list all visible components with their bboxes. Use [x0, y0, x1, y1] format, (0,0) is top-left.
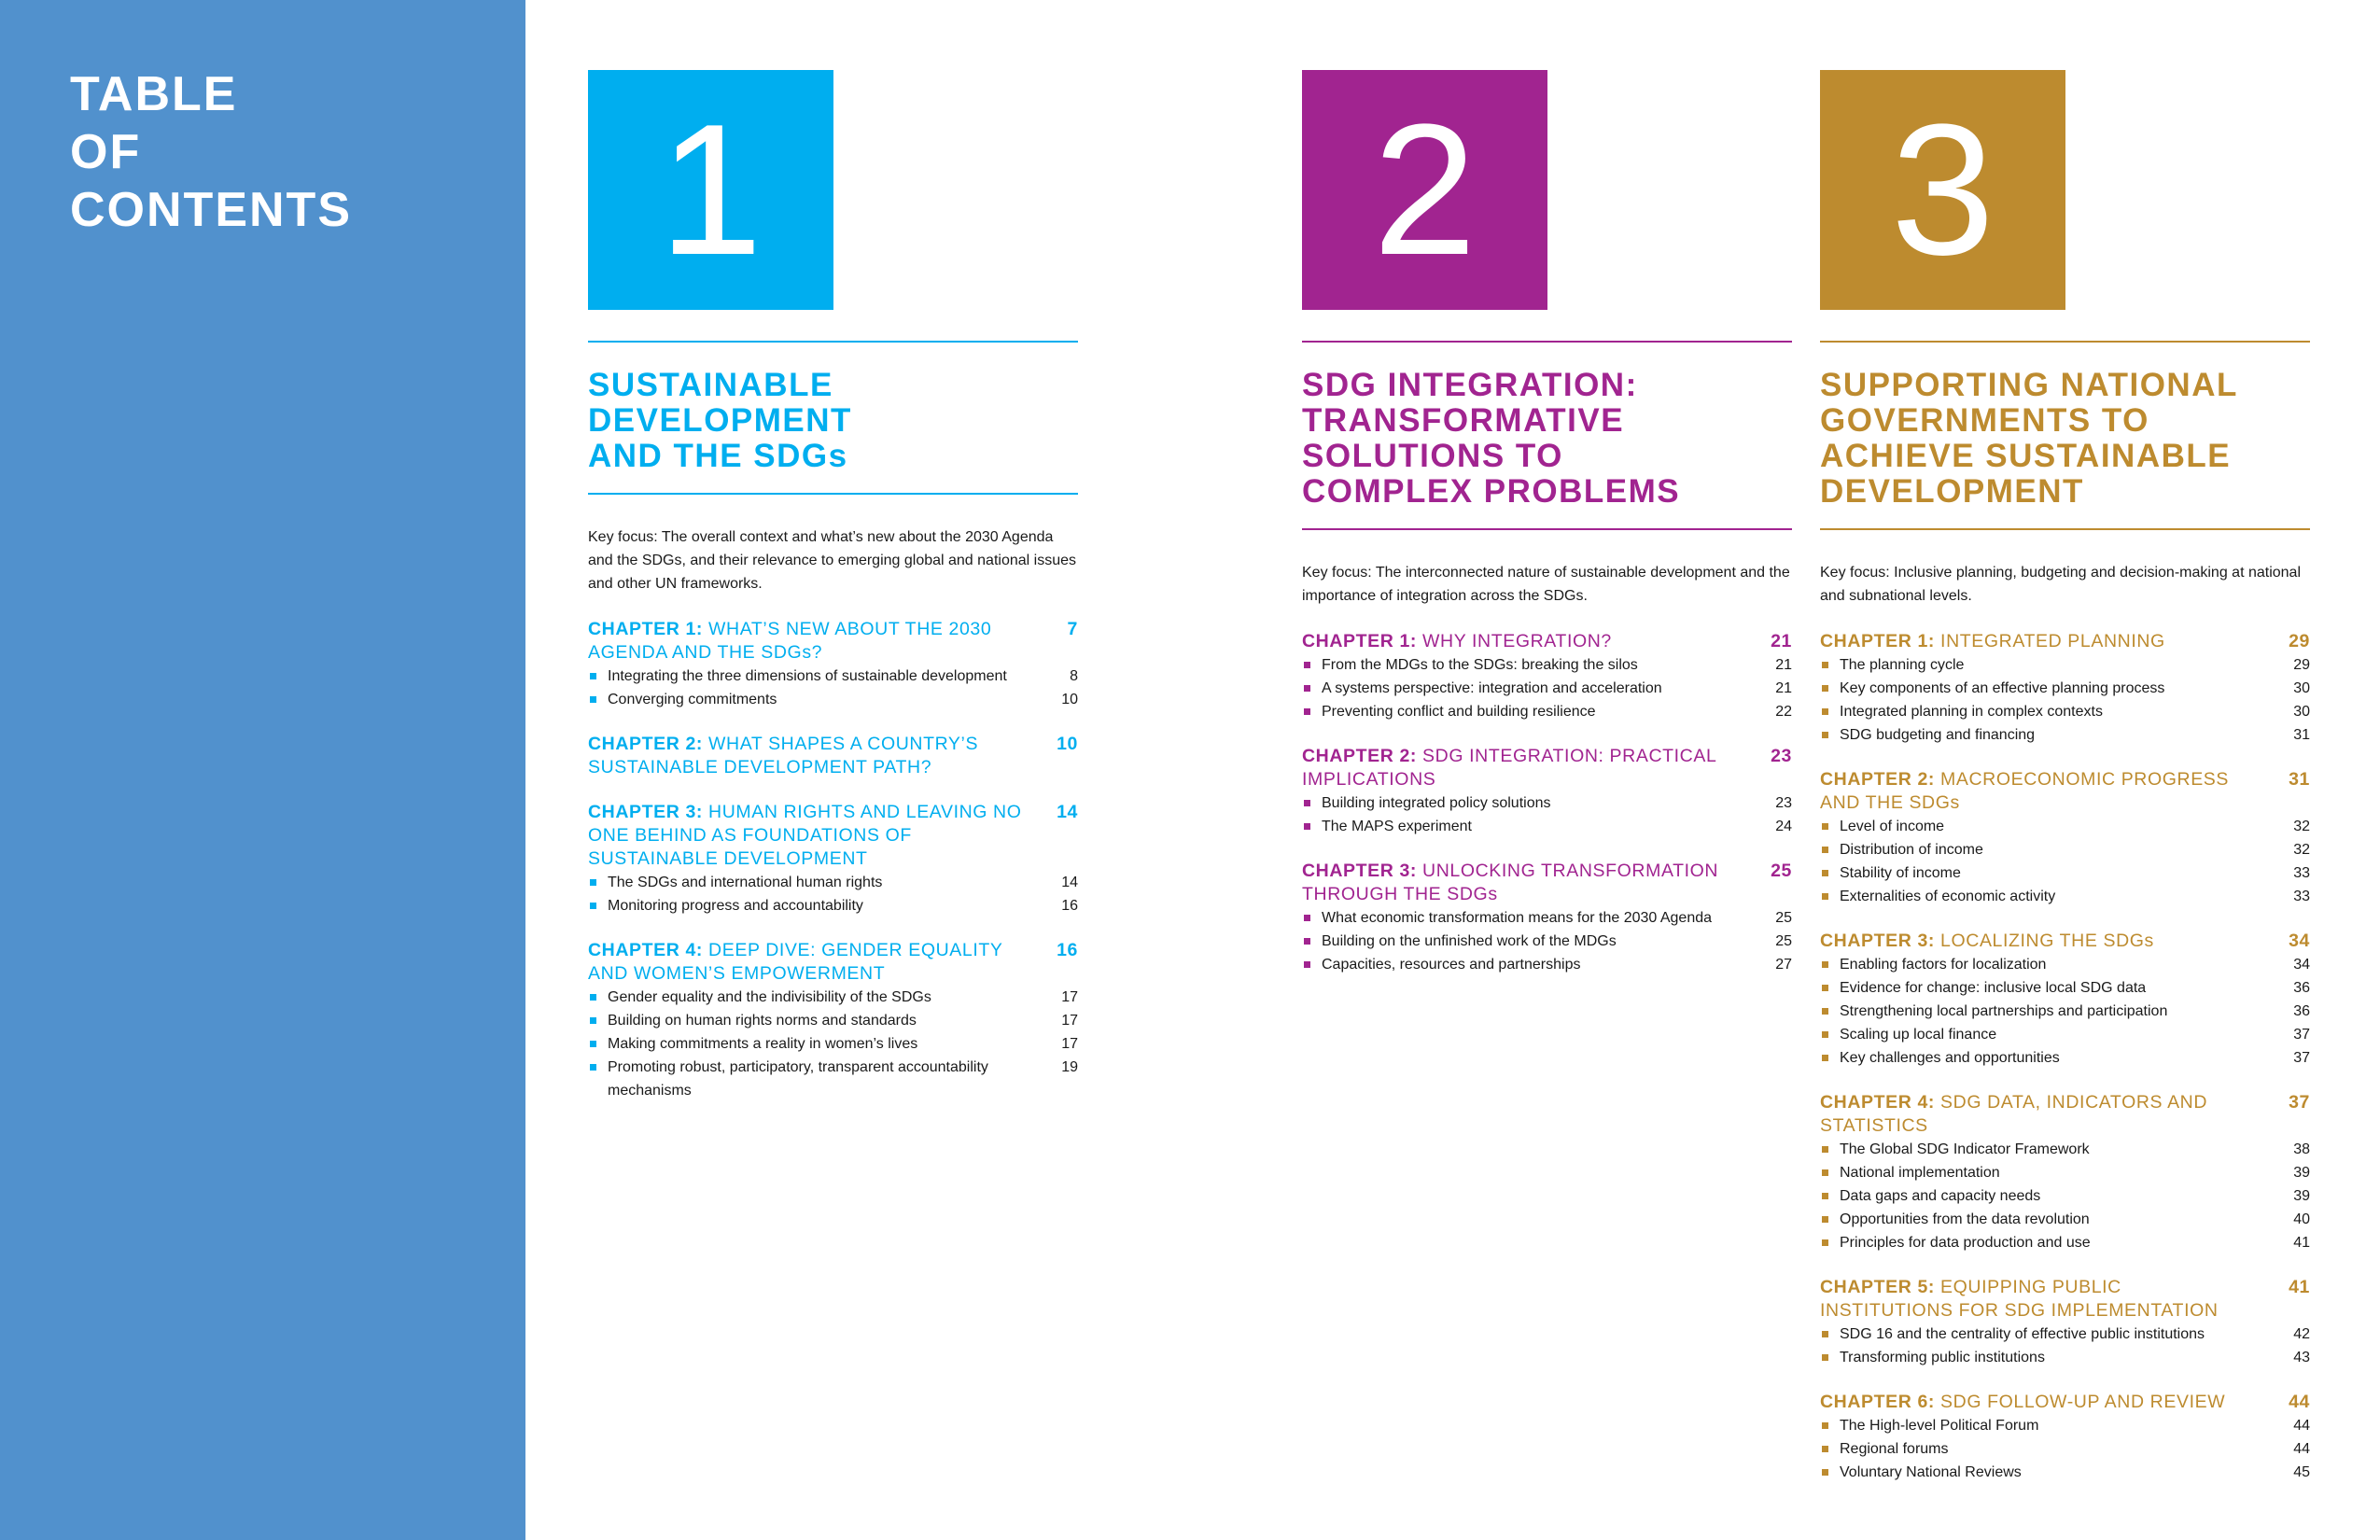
chapter-title	[1302, 630, 1741, 653]
section-title: Scaling up local finance	[1840, 1027, 1997, 1043]
square-bullet-icon	[1304, 662, 1310, 668]
section-page-number: 45	[2293, 1464, 2310, 1480]
section-page-number: 25	[1775, 910, 1792, 926]
chapter-entry	[588, 801, 1078, 917]
section-list	[1820, 1414, 2310, 1484]
part-title	[1820, 368, 2310, 510]
chapter-page-number: 16	[1057, 940, 1078, 960]
square-bullet-icon	[590, 994, 596, 1001]
section-page-number: 30	[2293, 680, 2310, 696]
section-page-number: 21	[1775, 680, 1792, 696]
section-list	[1820, 1323, 2310, 1369]
section-page-number: 19	[1061, 1059, 1078, 1075]
chapter-label: CHAPTER 1:	[588, 619, 704, 639]
section-page-number: 16	[1061, 898, 1078, 914]
part-number-box: 1	[588, 70, 833, 310]
section-page-number: 33	[2293, 889, 2310, 904]
divider	[588, 493, 1078, 495]
chapter-title-text: HUMAN RIGHTS AND LEAVING NO ONE BEHIND AS FOUNDATIONS OF SUSTAINABLE DEVELOPMENT	[588, 802, 1022, 869]
section-item[interactable]	[1820, 1461, 2310, 1484]
chapter-title	[588, 801, 1027, 871]
chapter-title-text: SDG DATA, INDICATORS AND STATISTICS	[1820, 1092, 2208, 1136]
section-title: SDG budgeting and financing	[1840, 727, 2036, 743]
square-bullet-icon	[1304, 915, 1310, 921]
square-bullet-icon	[1822, 985, 1828, 991]
section-list	[588, 986, 1078, 1102]
section-page-number: 33	[2293, 865, 2310, 881]
section-title: The SDGs and international human rights	[608, 875, 883, 890]
square-bullet-icon	[1822, 732, 1828, 738]
square-bullet-icon	[1822, 1031, 1828, 1038]
square-bullet-icon	[1822, 1193, 1828, 1199]
section-title: The High-level Political Forum	[1840, 1418, 2039, 1434]
section-item[interactable]	[588, 1056, 1078, 1102]
chapter-entry	[1820, 930, 2310, 1070]
section-title: Key components of an effective planning process	[1840, 680, 2165, 696]
square-bullet-icon	[1822, 1008, 1828, 1015]
square-bullet-icon	[1822, 1055, 1828, 1061]
section-list	[1820, 815, 2310, 908]
chapter-title-text: DEEP DIVE: GENDER EQUALITY AND WOMEN’S EMPOWERMENT	[588, 940, 1003, 984]
part-title	[1302, 368, 1792, 510]
section-title: Stability of income	[1840, 865, 1961, 881]
chapter-list	[588, 618, 1078, 1102]
chapter-page-number: 25	[1771, 861, 1792, 881]
chapter-label: CHAPTER 2:	[1302, 746, 1418, 766]
section-item[interactable]	[588, 871, 1078, 894]
section-title: Monitoring progress and accountability	[608, 898, 863, 914]
chapter-heading-link[interactable]	[1820, 768, 2310, 815]
key-focus-text: Key focus: The interconnected nature of sustainable development and the importance of integration across the SDGs.	[1302, 565, 1790, 604]
divider	[1820, 528, 2310, 530]
divider	[1302, 341, 1792, 343]
divider	[588, 341, 1078, 343]
square-bullet-icon	[590, 1017, 596, 1024]
chapter-heading-link[interactable]	[1820, 1391, 2310, 1414]
section-item[interactable]	[1820, 976, 2310, 1000]
square-bullet-icon	[1304, 961, 1310, 968]
section-page-number: 27	[1775, 957, 1792, 973]
chapter-heading-link[interactable]	[1302, 745, 1792, 791]
section-item[interactable]	[1302, 791, 1792, 815]
chapter-page-number: 7	[1067, 619, 1078, 639]
section-item[interactable]	[1820, 700, 2310, 723]
section-page-number: 44	[2293, 1441, 2310, 1457]
chapter-title	[588, 733, 1027, 779]
chapter-title	[1820, 768, 2259, 815]
chapter-label: CHAPTER 1:	[1302, 631, 1418, 651]
chapter-title	[588, 939, 1027, 986]
section-item[interactable]	[1820, 838, 2310, 861]
section-item[interactable]	[1820, 723, 2310, 747]
divider	[1302, 528, 1792, 530]
chapter-title-text: UNLOCKING TRANSFORMATION THROUGH THE SDGs	[1302, 861, 1719, 904]
square-bullet-icon	[1304, 800, 1310, 806]
section-page-number: 32	[2293, 842, 2310, 858]
section-page-number: 42	[2293, 1326, 2310, 1342]
chapter-title	[1820, 1276, 2259, 1323]
part-number-box: 3	[1820, 70, 2065, 310]
square-bullet-icon	[590, 879, 596, 886]
section-title: Principles for data production and use	[1840, 1235, 2091, 1251]
part-column-2	[1302, 70, 1792, 976]
square-bullet-icon	[1822, 823, 1828, 830]
chapter-label: CHAPTER 3:	[1820, 931, 1936, 951]
section-page-number: 44	[2293, 1418, 2310, 1434]
part-title-line: DEVELOPMENT	[588, 402, 852, 439]
section-item[interactable]	[1820, 1184, 2310, 1208]
section-list	[1820, 953, 2310, 1070]
sidebar-panel	[0, 0, 525, 1540]
part-title-line: AND THE SDGs	[588, 438, 848, 474]
square-bullet-icon	[1822, 1169, 1828, 1176]
section-title: Key challenges and opportunities	[1840, 1050, 2060, 1066]
chapter-page-number: 41	[2289, 1277, 2310, 1297]
part-title-line: SDG INTEGRATION:	[1302, 367, 1638, 403]
chapter-heading-link[interactable]	[588, 801, 1078, 871]
chapter-label: CHAPTER 1:	[1820, 631, 1936, 651]
key-focus-text: Key focus: The overall context and what’s new about the 2030 Agenda and the SDGs, and their relevance to emerging global and national issues and other UN frameworks.	[588, 529, 1076, 592]
section-page-number: 37	[2293, 1050, 2310, 1066]
section-item[interactable]	[1820, 861, 2310, 885]
section-title: SDG 16 and the centrality of effective public institutions	[1840, 1326, 2205, 1342]
title-line: TABLE	[70, 67, 238, 121]
section-list	[1820, 653, 2310, 747]
section-title: Voluntary National Reviews	[1840, 1464, 2022, 1480]
section-page-number: 32	[2293, 819, 2310, 834]
section-page-number: 39	[2293, 1188, 2310, 1204]
chapter-entry	[1820, 630, 2310, 747]
section-page-number: 10	[1061, 692, 1078, 707]
chapter-title-text: SDG FOLLOW-UP AND REVIEW	[1940, 1392, 2226, 1412]
section-page-number: 34	[2293, 957, 2310, 973]
chapter-label: CHAPTER 4:	[588, 940, 704, 960]
square-bullet-icon	[1822, 1354, 1828, 1361]
chapter-entry	[588, 939, 1078, 1102]
section-page-number: 43	[2293, 1350, 2310, 1365]
square-bullet-icon	[1822, 685, 1828, 692]
chapter-title	[1820, 630, 2259, 653]
section-item[interactable]	[588, 665, 1078, 688]
chapter-entry	[1820, 1276, 2310, 1369]
square-bullet-icon	[1822, 1331, 1828, 1337]
chapter-page-number: 21	[1771, 631, 1792, 651]
chapter-heading-link[interactable]	[588, 618, 1078, 665]
chapter-title	[1302, 860, 1741, 906]
title-line: CONTENTS	[70, 183, 352, 237]
part-title-line: SOLUTIONS TO	[1302, 438, 1563, 474]
square-bullet-icon	[1304, 708, 1310, 715]
chapter-title	[1820, 1391, 2259, 1414]
section-title: Externalities of economic activity	[1840, 889, 2056, 904]
section-page-number: 22	[1775, 704, 1792, 720]
section-item[interactable]	[1302, 677, 1792, 700]
square-bullet-icon	[590, 903, 596, 909]
part-column-3	[1820, 70, 2310, 1484]
chapter-label: CHAPTER 2:	[588, 734, 704, 754]
chapter-heading-link[interactable]	[1302, 860, 1792, 906]
section-page-number: 8	[1070, 668, 1078, 684]
section-item[interactable]	[1302, 953, 1792, 976]
section-item[interactable]	[1820, 1323, 2310, 1346]
chapter-label: CHAPTER 6:	[1820, 1392, 1936, 1412]
section-item[interactable]	[1820, 953, 2310, 976]
chapter-label: CHAPTER 4:	[1820, 1092, 1936, 1113]
square-bullet-icon	[1304, 938, 1310, 945]
section-title: Distribution of income	[1840, 842, 1983, 858]
chapter-title-text: WHAT SHAPES A COUNTRY’S SUSTAINABLE DEVELOPMENT PATH?	[588, 734, 979, 777]
section-item[interactable]	[1820, 1138, 2310, 1161]
section-item[interactable]	[1302, 653, 1792, 677]
square-bullet-icon	[1822, 1446, 1828, 1452]
section-page-number: 23	[1775, 795, 1792, 811]
square-bullet-icon	[1304, 685, 1310, 692]
section-item[interactable]	[1820, 653, 2310, 677]
chapter-title	[1820, 1091, 2259, 1138]
square-bullet-icon	[1822, 1469, 1828, 1476]
section-list	[1302, 653, 1792, 723]
part-title-line: ACHIEVE SUSTAINABLE	[1820, 438, 2232, 474]
chapter-title	[588, 618, 1027, 665]
section-item[interactable]	[1302, 700, 1792, 723]
section-item[interactable]	[1820, 1000, 2310, 1023]
section-item[interactable]	[1820, 1414, 2310, 1437]
chapter-entry	[1302, 745, 1792, 838]
chapter-entry	[1820, 1391, 2310, 1484]
chapter-heading-link[interactable]	[1302, 630, 1792, 653]
chapter-title	[1302, 745, 1741, 791]
section-page-number: 21	[1775, 657, 1792, 673]
section-list	[588, 665, 1078, 711]
square-bullet-icon	[1822, 893, 1828, 900]
title-line: OF	[70, 125, 142, 179]
square-bullet-icon	[1822, 847, 1828, 853]
section-page-number: 36	[2293, 980, 2310, 996]
section-title: Strengthening local partnerships and participation	[1840, 1003, 2168, 1019]
section-title: Building on human rights norms and standards	[608, 1013, 917, 1029]
chapter-heading-link[interactable]	[1820, 1276, 2310, 1323]
square-bullet-icon	[1822, 1422, 1828, 1429]
chapter-label: CHAPTER 2:	[1820, 769, 1936, 790]
section-item[interactable]	[588, 688, 1078, 711]
square-bullet-icon	[590, 1064, 596, 1071]
section-title: Transforming public institutions	[1840, 1350, 2045, 1365]
chapter-page-number: 10	[1057, 734, 1078, 754]
section-title: Capacities, resources and partnerships	[1322, 957, 1581, 973]
section-item[interactable]	[1820, 677, 2310, 700]
section-page-number: 37	[2293, 1027, 2310, 1043]
chapter-title-text: SDG INTEGRATION: PRACTICAL IMPLICATIONS	[1302, 746, 1716, 790]
key-focus-text: Key focus: Inclusive planning, budgeting and decision-making at national and subnational levels.	[1820, 565, 2301, 604]
chapter-entry	[1302, 860, 1792, 976]
section-title: Integrated planning in complex contexts	[1840, 704, 2103, 720]
section-item[interactable]	[1302, 930, 1792, 953]
section-title: The planning cycle	[1840, 657, 1965, 673]
section-item[interactable]	[588, 986, 1078, 1009]
section-item[interactable]	[1820, 885, 2310, 908]
part-title-line: DEVELOPMENT	[1820, 473, 2084, 510]
part-title-line: TRANSFORMATIVE	[1302, 402, 1625, 439]
chapter-heading-link[interactable]	[588, 939, 1078, 986]
chapter-entry	[1820, 1091, 2310, 1254]
chapter-title-text: WHY INTEGRATION?	[1422, 631, 1612, 651]
chapter-page-number: 44	[2289, 1392, 2310, 1412]
square-bullet-icon	[1304, 823, 1310, 830]
section-item[interactable]	[588, 1032, 1078, 1056]
chapter-page-number: 29	[2289, 631, 2310, 651]
square-bullet-icon	[1822, 662, 1828, 668]
chapter-heading-link[interactable]	[1820, 630, 2310, 653]
section-page-number: 29	[2293, 657, 2310, 673]
square-bullet-icon	[1822, 1239, 1828, 1246]
chapter-list	[1302, 630, 1792, 976]
section-title: From the MDGs to the SDGs: breaking the silos	[1322, 657, 1638, 673]
page-title	[70, 65, 352, 239]
chapter-title-text: LOCALIZING THE SDGs	[1940, 931, 2154, 951]
square-bullet-icon	[590, 673, 596, 679]
chapter-entry	[1302, 630, 1792, 723]
chapter-label: CHAPTER 3:	[1302, 861, 1418, 881]
section-page-number: 39	[2293, 1165, 2310, 1181]
section-title: Converging commitments	[608, 692, 777, 707]
section-item[interactable]	[1820, 1023, 2310, 1046]
section-title: Making commitments a reality in women’s lives	[608, 1036, 918, 1052]
section-title: Regional forums	[1840, 1441, 1949, 1457]
chapter-page-number: 37	[2289, 1092, 2310, 1113]
part-column-1	[588, 70, 1078, 1102]
section-title: Integrating the three dimensions of sustainable development	[608, 668, 1007, 684]
section-page-number: 24	[1775, 819, 1792, 834]
section-title: National implementation	[1840, 1165, 2000, 1181]
section-title: Enabling factors for localization	[1840, 957, 2047, 973]
section-item[interactable]	[588, 1009, 1078, 1032]
square-bullet-icon	[1822, 870, 1828, 876]
section-page-number: 30	[2293, 704, 2310, 720]
square-bullet-icon	[1822, 1216, 1828, 1223]
chapter-page-number: 31	[2289, 769, 2310, 790]
chapter-title	[1820, 930, 2259, 953]
section-item[interactable]	[1302, 906, 1792, 930]
chapter-list	[1820, 630, 2310, 1484]
chapter-page-number: 34	[2289, 931, 2310, 951]
section-title: What economic transformation means for the 2030 Agenda	[1322, 910, 1713, 926]
section-title: Level of income	[1840, 819, 1945, 834]
square-bullet-icon	[1822, 1146, 1828, 1153]
section-title: Building integrated policy solutions	[1322, 795, 1551, 811]
section-title: Evidence for change: inclusive local SDG data	[1840, 980, 2147, 996]
square-bullet-icon	[1822, 708, 1828, 715]
chapter-entry	[588, 733, 1078, 779]
chapter-title-text: WHAT’S NEW ABOUT THE 2030 AGENDA AND THE SDGs?	[588, 619, 992, 663]
chapter-label: CHAPTER 5:	[1820, 1277, 1936, 1297]
section-title: The Global SDG Indicator Framework	[1840, 1141, 2090, 1157]
square-bullet-icon	[590, 696, 596, 703]
square-bullet-icon	[1822, 961, 1828, 968]
section-page-number: 17	[1061, 1013, 1078, 1029]
section-title: Gender equality and the indivisibility of the SDGs	[608, 989, 931, 1005]
section-title: Building on the unfinished work of the MDGs	[1322, 933, 1617, 949]
section-page-number: 38	[2293, 1141, 2310, 1157]
square-bullet-icon	[590, 1041, 596, 1047]
section-item[interactable]	[1820, 1437, 2310, 1461]
part-title-line: SUPPORTING NATIONAL	[1820, 367, 2238, 403]
chapter-entry	[1820, 768, 2310, 908]
section-title: Preventing conflict and building resilience	[1322, 704, 1596, 720]
section-page-number: 31	[2293, 727, 2310, 743]
section-page-number: 17	[1061, 989, 1078, 1005]
divider	[1820, 341, 2310, 343]
section-item[interactable]	[1820, 1208, 2310, 1231]
section-page-number: 41	[2293, 1235, 2310, 1251]
section-title: A systems perspective: integration and acceleration	[1322, 680, 1662, 696]
section-list	[1302, 906, 1792, 976]
chapter-entry	[588, 618, 1078, 711]
section-title: Promoting robust, participatory, transparent accountability mechanisms	[608, 1059, 988, 1099]
part-title-line: SUSTAINABLE	[588, 367, 833, 403]
section-item[interactable]	[1820, 1231, 2310, 1254]
section-item[interactable]	[1820, 815, 2310, 838]
section-page-number: 36	[2293, 1003, 2310, 1019]
part-number-box: 2	[1302, 70, 1547, 310]
chapter-heading-link[interactable]	[588, 733, 1078, 779]
chapter-label: CHAPTER 3:	[588, 802, 704, 822]
section-item[interactable]	[1820, 1046, 2310, 1070]
section-item[interactable]	[1820, 1346, 2310, 1369]
section-list	[588, 871, 1078, 917]
section-item[interactable]	[588, 894, 1078, 917]
part-title-line: COMPLEX PROBLEMS	[1302, 473, 1681, 510]
section-page-number: 14	[1061, 875, 1078, 890]
part-title-line: GOVERNMENTS TO	[1820, 402, 2149, 439]
chapter-heading-link[interactable]	[1820, 1091, 2310, 1138]
section-title: Opportunities from the data revolution	[1840, 1211, 2090, 1227]
section-page-number: 40	[2293, 1211, 2310, 1227]
section-title: Data gaps and capacity needs	[1840, 1188, 2041, 1204]
chapter-heading-link[interactable]	[1820, 930, 2310, 953]
section-item[interactable]	[1820, 1161, 2310, 1184]
section-page-number: 25	[1775, 933, 1792, 949]
section-title: The MAPS experiment	[1322, 819, 1472, 834]
section-item[interactable]	[1302, 815, 1792, 838]
chapter-title-text: INTEGRATED PLANNING	[1940, 631, 2165, 651]
part-title	[588, 368, 1078, 474]
section-list	[1820, 1138, 2310, 1254]
chapter-page-number: 23	[1771, 746, 1792, 766]
chapter-title-text: EQUIPPING PUBLIC INSTITUTIONS FOR SDG IMPLEMENTATION	[1820, 1277, 2219, 1321]
section-page-number: 17	[1061, 1036, 1078, 1052]
chapter-title-text: MACROECONOMIC PROGRESS AND THE SDGs	[1820, 769, 2230, 813]
chapter-page-number: 14	[1057, 802, 1078, 822]
section-list	[1302, 791, 1792, 838]
